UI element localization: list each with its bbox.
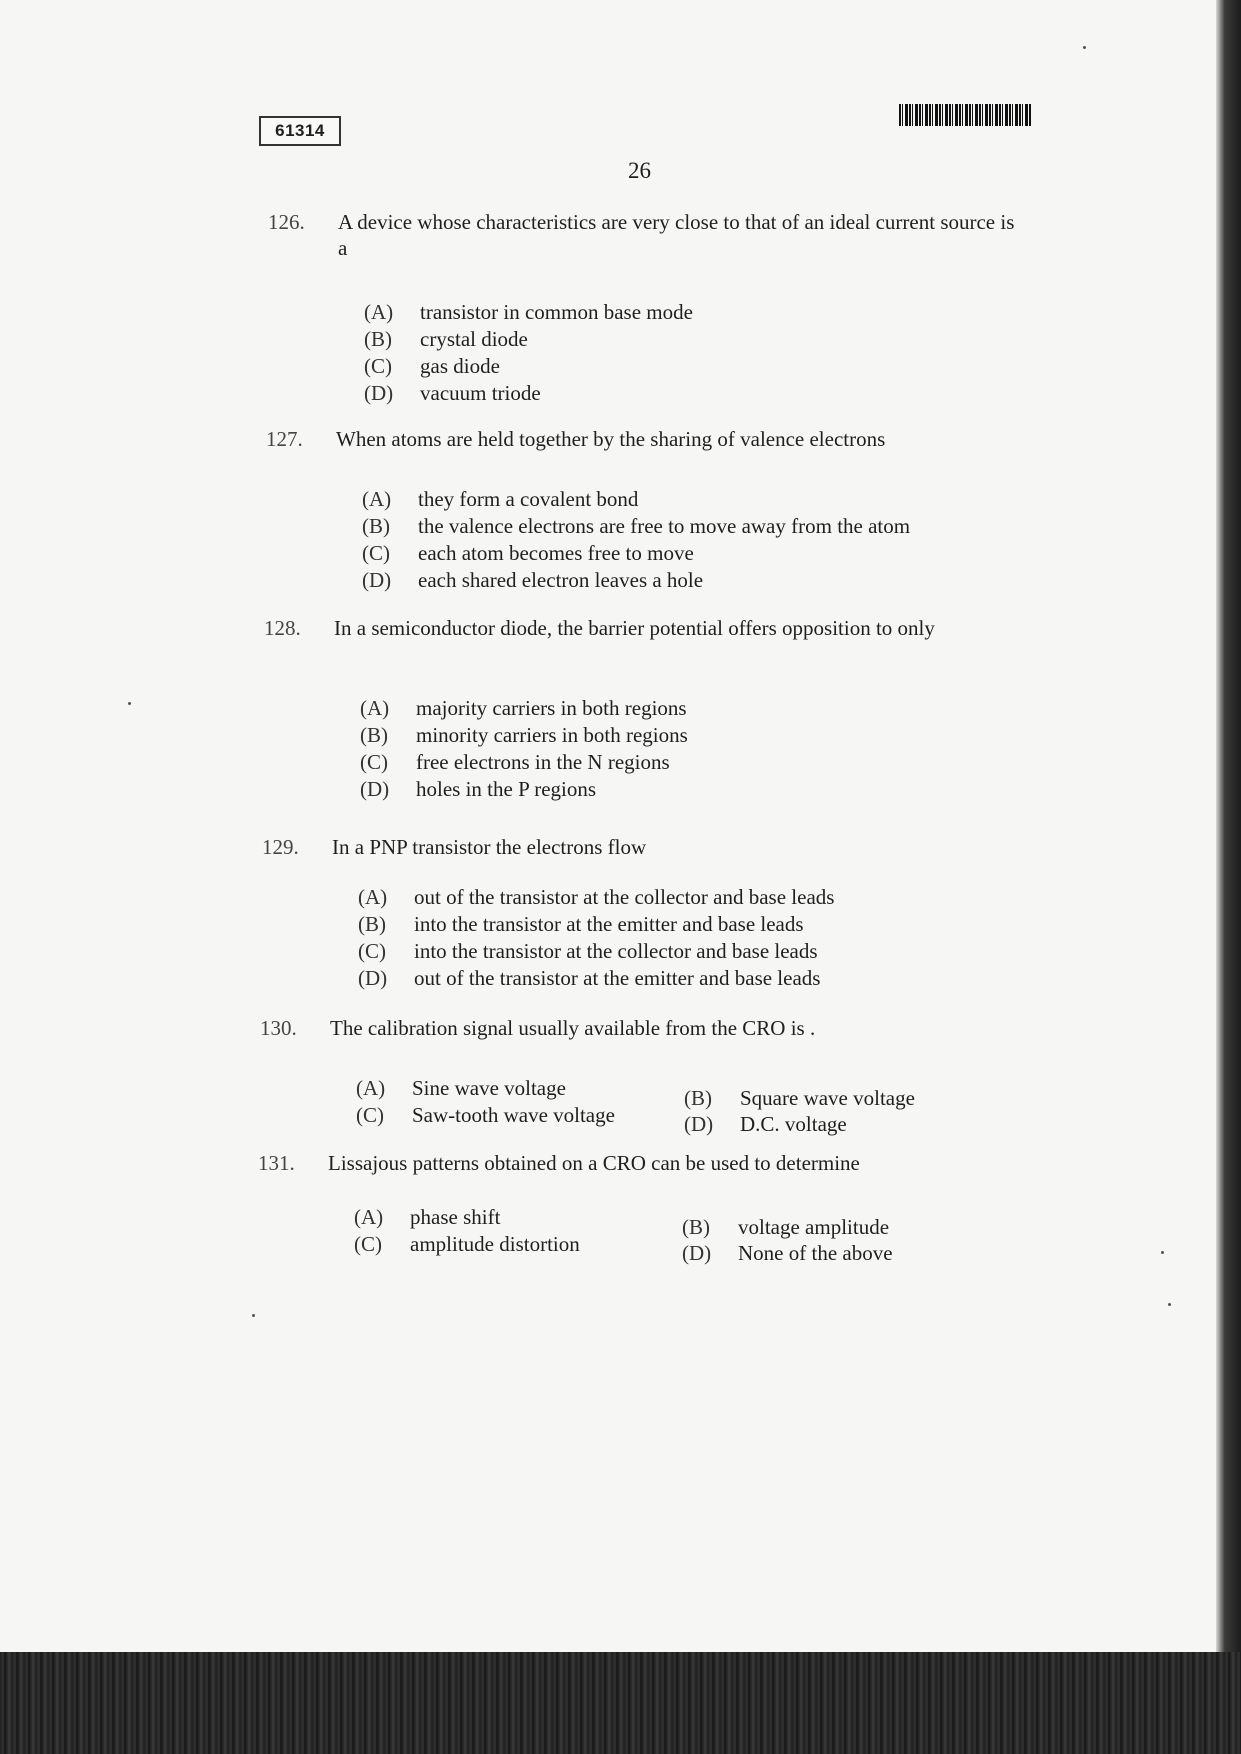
- option-label: (D): [364, 381, 394, 405]
- question-text: Lissajous patterns obtained on a CRO can be used to determine: [328, 1151, 860, 1175]
- option-text: each shared electron leaves a hole: [418, 568, 704, 592]
- scan-speck: [1168, 1303, 1171, 1306]
- options-grid: [356, 1075, 976, 1135]
- option-label: (A): [364, 300, 394, 324]
- option-label: (A): [358, 885, 388, 909]
- scan-speck: [1083, 46, 1086, 49]
- option-text: holes in the P regions: [416, 777, 597, 801]
- scan-speck: [1161, 1251, 1164, 1254]
- option-text: minority carriers in both regions: [416, 723, 688, 747]
- option-label: (C): [364, 354, 392, 378]
- option-label: (B): [362, 514, 390, 538]
- question-text: When atoms are held together by the sharing of valence electrons: [336, 427, 886, 451]
- option-label: (B): [358, 912, 386, 936]
- question-text: In a semiconductor diode, the barrier potential offers opposition to only: [334, 616, 935, 640]
- option-d: [682, 1240, 982, 1267]
- scan-speck: [128, 702, 131, 705]
- option-text: None of the above: [738, 1241, 893, 1265]
- option-label: (A): [360, 696, 390, 720]
- scanner-bottom-strip: [0, 1652, 1241, 1754]
- option-label: (D): [362, 568, 392, 592]
- option-c: [356, 1102, 656, 1129]
- option-label: (C): [360, 750, 388, 774]
- option-d: [684, 1111, 984, 1138]
- option-text: into the transistor at the collector and base leads: [414, 939, 818, 963]
- option-label: (B): [364, 327, 392, 351]
- question-number: 131.: [258, 1151, 295, 1175]
- question-number: 128.: [264, 616, 301, 640]
- option-label: (D): [682, 1241, 712, 1265]
- option-text: gas diode: [420, 354, 500, 378]
- scanner-edge: [1216, 0, 1241, 1652]
- option-a: [354, 1204, 654, 1231]
- option-b: [682, 1214, 982, 1241]
- option-text: out of the transistor at the collector and base leads: [414, 885, 835, 909]
- question-text: The calibration signal usually available from the CRO is .: [330, 1016, 816, 1040]
- option-text: Sine wave voltage: [412, 1076, 566, 1100]
- page-number: 26: [628, 158, 651, 183]
- option-text: amplitude distortion: [410, 1232, 580, 1256]
- question-text: In a PNP transistor the electrons flow: [332, 835, 647, 859]
- option-text: free electrons in the N regions: [416, 750, 670, 774]
- option-label: (A): [356, 1076, 386, 1100]
- option-label: (B): [360, 723, 388, 747]
- option-label: (D): [358, 966, 388, 990]
- question-text: A device whose characteristics are very close to that of an ideal current source is a: [338, 210, 1015, 260]
- scan-speck: [252, 1314, 255, 1317]
- option-text: phase shift: [410, 1205, 501, 1229]
- option-text: voltage amplitude: [738, 1215, 890, 1239]
- option-label: (D): [360, 777, 390, 801]
- option-text: crystal diode: [420, 327, 528, 351]
- option-a: [356, 1075, 656, 1102]
- option-label: (B): [684, 1086, 712, 1110]
- option-label: (C): [358, 939, 386, 963]
- option-text: into the transistor at the emitter and base leads: [414, 912, 804, 936]
- option-label: (C): [356, 1103, 384, 1127]
- option-text: out of the transistor at the emitter and base leads: [414, 966, 821, 990]
- option-text: D.C. voltage: [740, 1112, 847, 1136]
- option-label: (A): [362, 487, 392, 511]
- option-label: (A): [354, 1205, 384, 1229]
- question-number: 129.: [262, 835, 299, 859]
- option-text: they form a covalent bond: [418, 487, 639, 511]
- option-text: Square wave voltage: [740, 1086, 915, 1110]
- barcode-icon: [899, 104, 1032, 126]
- option-label: (D): [684, 1112, 714, 1136]
- option-label: (C): [362, 541, 390, 565]
- options-grid: [354, 1204, 974, 1264]
- option-text: vacuum triode: [420, 381, 541, 405]
- option-text: majority carriers in both regions: [416, 696, 687, 720]
- paper-code-box: 61314: [259, 116, 341, 146]
- option-text: Saw-tooth wave voltage: [412, 1103, 615, 1127]
- option-text: transistor in common base mode: [420, 300, 693, 324]
- option-text: each atom becomes free to move: [418, 541, 694, 565]
- option-label: (C): [354, 1232, 382, 1256]
- option-text: the valence electrons are free to move away from the atom: [418, 514, 911, 538]
- option-b: [684, 1085, 984, 1112]
- question-number: 126.: [268, 210, 305, 234]
- question-number: 130.: [260, 1016, 297, 1040]
- option-c: [354, 1231, 654, 1258]
- option-label: (B): [682, 1215, 710, 1239]
- question-number: 127.: [266, 427, 303, 451]
